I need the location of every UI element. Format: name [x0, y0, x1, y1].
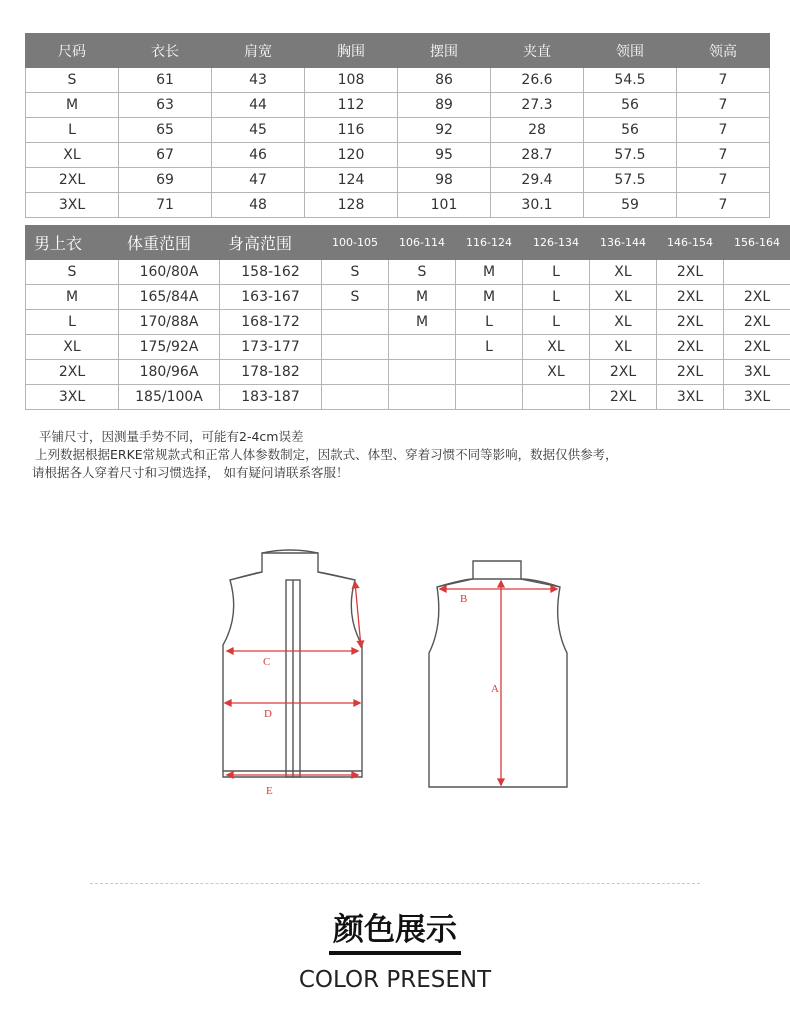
size-chart-cell: 95	[398, 143, 491, 168]
fit-guide-cell: 2XL	[657, 335, 724, 360]
label-b: B	[460, 593, 468, 605]
fit-guide-cell: 3XL	[724, 360, 790, 385]
fit-guide-cell	[724, 260, 790, 285]
size-chart-header-row	[26, 34, 770, 68]
section-divider	[90, 883, 700, 884]
size-chart-row	[26, 93, 770, 118]
size-chart-cell: 7	[677, 143, 770, 168]
fit-guide-cell: 3XL	[26, 385, 119, 410]
fit-guide-cell	[322, 310, 389, 335]
fit-guide-cell: 2XL	[657, 260, 724, 285]
size-chart-cell: 7	[677, 193, 770, 218]
fit-guide-row	[26, 285, 790, 310]
header-shoulder: 肩宽	[212, 34, 305, 68]
fit-guide-cell: 163-167	[220, 285, 322, 310]
size-chart-row	[26, 168, 770, 193]
header-range-6: 146-154	[657, 226, 724, 260]
fit-guide-cell	[389, 335, 456, 360]
note-line-2: 上列数据根据ERKE常规款式和正常人体参数制定，因款式、体型、穿着习惯不同等影响，数据仅供参考，	[35, 447, 618, 462]
size-chart-row	[26, 68, 770, 93]
fit-guide-cell: XL	[590, 310, 657, 335]
fit-guide-cell: L	[456, 310, 523, 335]
label-c: C	[263, 656, 271, 668]
color-present-heading	[0, 910, 790, 993]
size-chart-cell: 43	[212, 68, 305, 93]
fit-guide-cell: L	[523, 285, 590, 310]
fit-guide-cell: 175/92A	[119, 335, 220, 360]
fit-guide-cell: 185/100A	[119, 385, 220, 410]
size-chart-cell: 27.3	[491, 93, 584, 118]
size-chart-cell: 98	[398, 168, 491, 193]
fit-guide-table	[25, 225, 790, 410]
size-chart-cell: 56	[584, 93, 677, 118]
fit-guide-cell: 183-187	[220, 385, 322, 410]
note-line-3: 请根据各人穿着尺寸和习惯选择， 如有疑问请联系客服！	[32, 465, 349, 480]
header-height-range: 身高范围	[220, 226, 322, 260]
fit-guide-cell	[523, 385, 590, 410]
fit-guide-cell: 2XL	[724, 285, 790, 310]
fit-guide-cell: 178-182	[220, 360, 322, 385]
size-chart-cell: 57.5	[584, 168, 677, 193]
fit-guide-row	[26, 260, 790, 285]
size-chart-cell: 101	[398, 193, 491, 218]
size-chart-cell: 69	[119, 168, 212, 193]
header-range-7: 156-164	[724, 226, 790, 260]
size-chart-row	[26, 143, 770, 168]
fit-guide-cell	[456, 385, 523, 410]
fit-guide-cell: XL	[590, 335, 657, 360]
size-chart-cell: 48	[212, 193, 305, 218]
fit-guide-cell: 180/96A	[119, 360, 220, 385]
fit-guide-cell: L	[523, 310, 590, 335]
fit-guide-row	[26, 385, 790, 410]
size-chart-cell: 45	[212, 118, 305, 143]
fit-guide-row	[26, 360, 790, 385]
fit-guide-cell: S	[322, 285, 389, 310]
size-chart-cell: 108	[305, 68, 398, 93]
fit-guide-cell: 2XL	[590, 360, 657, 385]
header-range-2: 106-114	[389, 226, 456, 260]
size-chart-cell: 7	[677, 68, 770, 93]
size-chart-cell: 46	[212, 143, 305, 168]
size-chart-cell: M	[26, 93, 119, 118]
size-chart-cell: 63	[119, 93, 212, 118]
fit-guide-cell: L	[26, 310, 119, 335]
fit-guide-cell: XL	[523, 335, 590, 360]
fit-guide-cell: 2XL	[590, 385, 657, 410]
fit-guide-cell: 160/80A	[119, 260, 220, 285]
fit-guide-cell	[389, 385, 456, 410]
header-range-1: 100-105	[322, 226, 389, 260]
label-a: A	[491, 683, 499, 695]
size-chart-cell: 2XL	[26, 168, 119, 193]
header-length: 衣长	[119, 34, 212, 68]
size-chart-cell: 30.1	[491, 193, 584, 218]
header-range-5: 136-144	[590, 226, 657, 260]
size-chart-cell: 44	[212, 93, 305, 118]
fit-guide-cell: 170/88A	[119, 310, 220, 335]
size-chart-cell: 57.5	[584, 143, 677, 168]
section-title-en: COLOR PRESENT	[298, 967, 492, 993]
fit-guide-cell: 173-177	[220, 335, 322, 360]
size-chart-cell: 59	[584, 193, 677, 218]
header-armhole: 夹直	[491, 34, 584, 68]
size-chart-cell: 89	[398, 93, 491, 118]
fit-guide-cell: 165/84A	[119, 285, 220, 310]
size-chart-cell: 56	[584, 118, 677, 143]
size-chart-cell: 7	[677, 93, 770, 118]
fit-guide-cell: S	[322, 260, 389, 285]
fit-guide-cell: 2XL	[26, 360, 119, 385]
size-chart-cell: 116	[305, 118, 398, 143]
section-title-cn: 颜色展示	[329, 910, 461, 955]
size-chart-cell: 61	[119, 68, 212, 93]
fit-guide-cell: 2XL	[724, 335, 790, 360]
size-chart-cell: 112	[305, 93, 398, 118]
header-hem: 摆围	[398, 34, 491, 68]
fit-guide-cell: 2XL	[657, 310, 724, 335]
header-range-4: 126-134	[523, 226, 590, 260]
fit-guide-cell: 158-162	[220, 260, 322, 285]
fit-guide-cell: S	[389, 260, 456, 285]
header-collar-girth: 领围	[584, 34, 677, 68]
vest-front-diagram	[215, 545, 375, 795]
size-chart-cell: 71	[119, 193, 212, 218]
size-chart-cell: 86	[398, 68, 491, 93]
fit-guide-cell	[322, 385, 389, 410]
fit-guide-cell: 3XL	[657, 385, 724, 410]
size-chart-cell: 128	[305, 193, 398, 218]
size-chart-row	[26, 118, 770, 143]
fit-guide-cell: M	[456, 285, 523, 310]
size-chart-cell: 120	[305, 143, 398, 168]
size-chart-cell: 124	[305, 168, 398, 193]
measurement-notes	[32, 428, 618, 482]
size-chart-cell: 92	[398, 118, 491, 143]
header-menswear: 男上衣	[26, 226, 119, 260]
label-e: E	[266, 785, 273, 795]
label-d: D	[264, 708, 272, 720]
fit-guide-cell: M	[456, 260, 523, 285]
header-collar-height: 领高	[677, 34, 770, 68]
fit-guide-cell: M	[389, 285, 456, 310]
fit-guide-row	[26, 310, 790, 335]
fit-guide-cell: 2XL	[657, 285, 724, 310]
size-chart-cell: 7	[677, 168, 770, 193]
fit-guide-cell	[456, 360, 523, 385]
fit-guide-cell	[322, 335, 389, 360]
size-chart-cell: 3XL	[26, 193, 119, 218]
header-weight-range: 体重范围	[119, 226, 220, 260]
size-chart-table	[25, 33, 770, 218]
fit-guide-cell: XL	[590, 260, 657, 285]
size-chart-cell: 54.5	[584, 68, 677, 93]
size-chart-row	[26, 193, 770, 218]
size-chart-cell: 47	[212, 168, 305, 193]
header-range-3: 116-124	[456, 226, 523, 260]
fit-guide-cell: 168-172	[220, 310, 322, 335]
size-chart-cell: 26.6	[491, 68, 584, 93]
fit-guide-cell: S	[26, 260, 119, 285]
size-chart-cell: 29.4	[491, 168, 584, 193]
fit-guide-cell: M	[389, 310, 456, 335]
size-chart-cell: 28.7	[491, 143, 584, 168]
fit-guide-cell: 3XL	[724, 385, 790, 410]
fit-guide-cell: 2XL	[657, 360, 724, 385]
size-chart-cell: S	[26, 68, 119, 93]
fit-guide-cell: L	[523, 260, 590, 285]
fit-guide-row	[26, 335, 790, 360]
fit-guide-cell: L	[456, 335, 523, 360]
vest-back-diagram	[425, 555, 575, 795]
size-chart-cell: XL	[26, 143, 119, 168]
note-line-1: 平铺尺寸，因测量手势不同，可能有2-4cm误差	[39, 429, 304, 444]
fit-guide-cell: XL	[26, 335, 119, 360]
fit-guide-cell	[322, 360, 389, 385]
size-chart-cell: 7	[677, 118, 770, 143]
fit-guide-cell: XL	[590, 285, 657, 310]
fit-guide-cell: M	[26, 285, 119, 310]
header-chest: 胸围	[305, 34, 398, 68]
header-size: 尺码	[26, 34, 119, 68]
fit-guide-cell: 2XL	[724, 310, 790, 335]
fit-guide-cell	[389, 360, 456, 385]
fit-guide-cell: XL	[523, 360, 590, 385]
size-chart-cell: 67	[119, 143, 212, 168]
size-chart-cell: 65	[119, 118, 212, 143]
size-chart-cell: 28	[491, 118, 584, 143]
size-chart-cell: L	[26, 118, 119, 143]
fit-guide-header-row	[26, 226, 790, 260]
